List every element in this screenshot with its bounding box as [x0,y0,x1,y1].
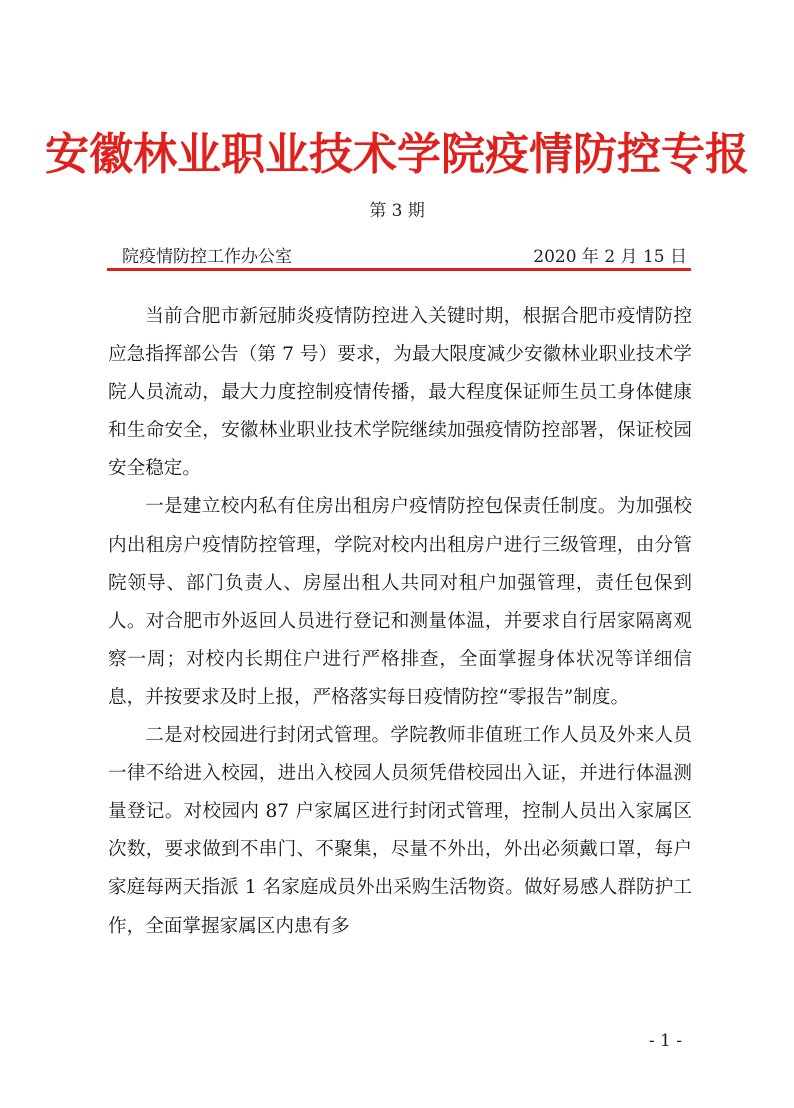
paragraph-intro: 当前合肥市新冠肺炎疫情防控进入关键时期，根据合肥市疫情防控应急指挥部公告（第 7 号）要求，为最大限度减少安徽林业职业技术学院人员流动，最大力度控制疫情传播，最大程度保证师生员工身体健康和生命安全，安徽林业职业技术学院继续加强疫情防控部署，保证校园安全稳定。 [108,306,692,480]
masthead-meta [122,242,687,268]
issue-number: 第 3 期 [369,201,425,221]
page-number: - 1 - [648,1031,682,1051]
paragraph-measure-2: 二是对校园进行封闭式管理。学院教师非值班工作人员及外来人员一律不给进入校园，进出入校园人员须凭借校园出入证，并进行体温测量登记。对校园内 87 户家属区进行封闭式管理，控制人员出入家属区次数，要求做到不串门、不聚集，尽量不外出，外出必须戴口罩，每户家庭每两天指派 1 名家庭成员外出采购生活物资。做好易感人群防护工作，全面掌握家属区内患有多 [108,725,692,937]
paragraph-measure-1: 一是建立校内私有住房出租房户疫情防控包保责任制度。为加强校内出租房户疫情防控管理，学院对校内出租房户进行三级管理，由分管院领导、部门负责人、房屋出租人共同对租户加强管理，责任包保到人。对合肥市外返回人员进行登记和测量体温，并要求自行居家隔离观察一周；对校内长期住户进行严格排查，全面掌握身体状况等详细信息，并按要求及时上报，严格落实每日疫情防控“零报告”制度。 [108,496,692,708]
red-divider [107,268,691,271]
document-body [108,298,692,946]
bulletin-title: 安徽林业职业技术学院疫情防控专报 [45,129,749,180]
issue-date: 2020 年 2 月 15 日 [533,247,687,267]
issuing-office: 院疫情防控工作办公室 [122,247,292,267]
